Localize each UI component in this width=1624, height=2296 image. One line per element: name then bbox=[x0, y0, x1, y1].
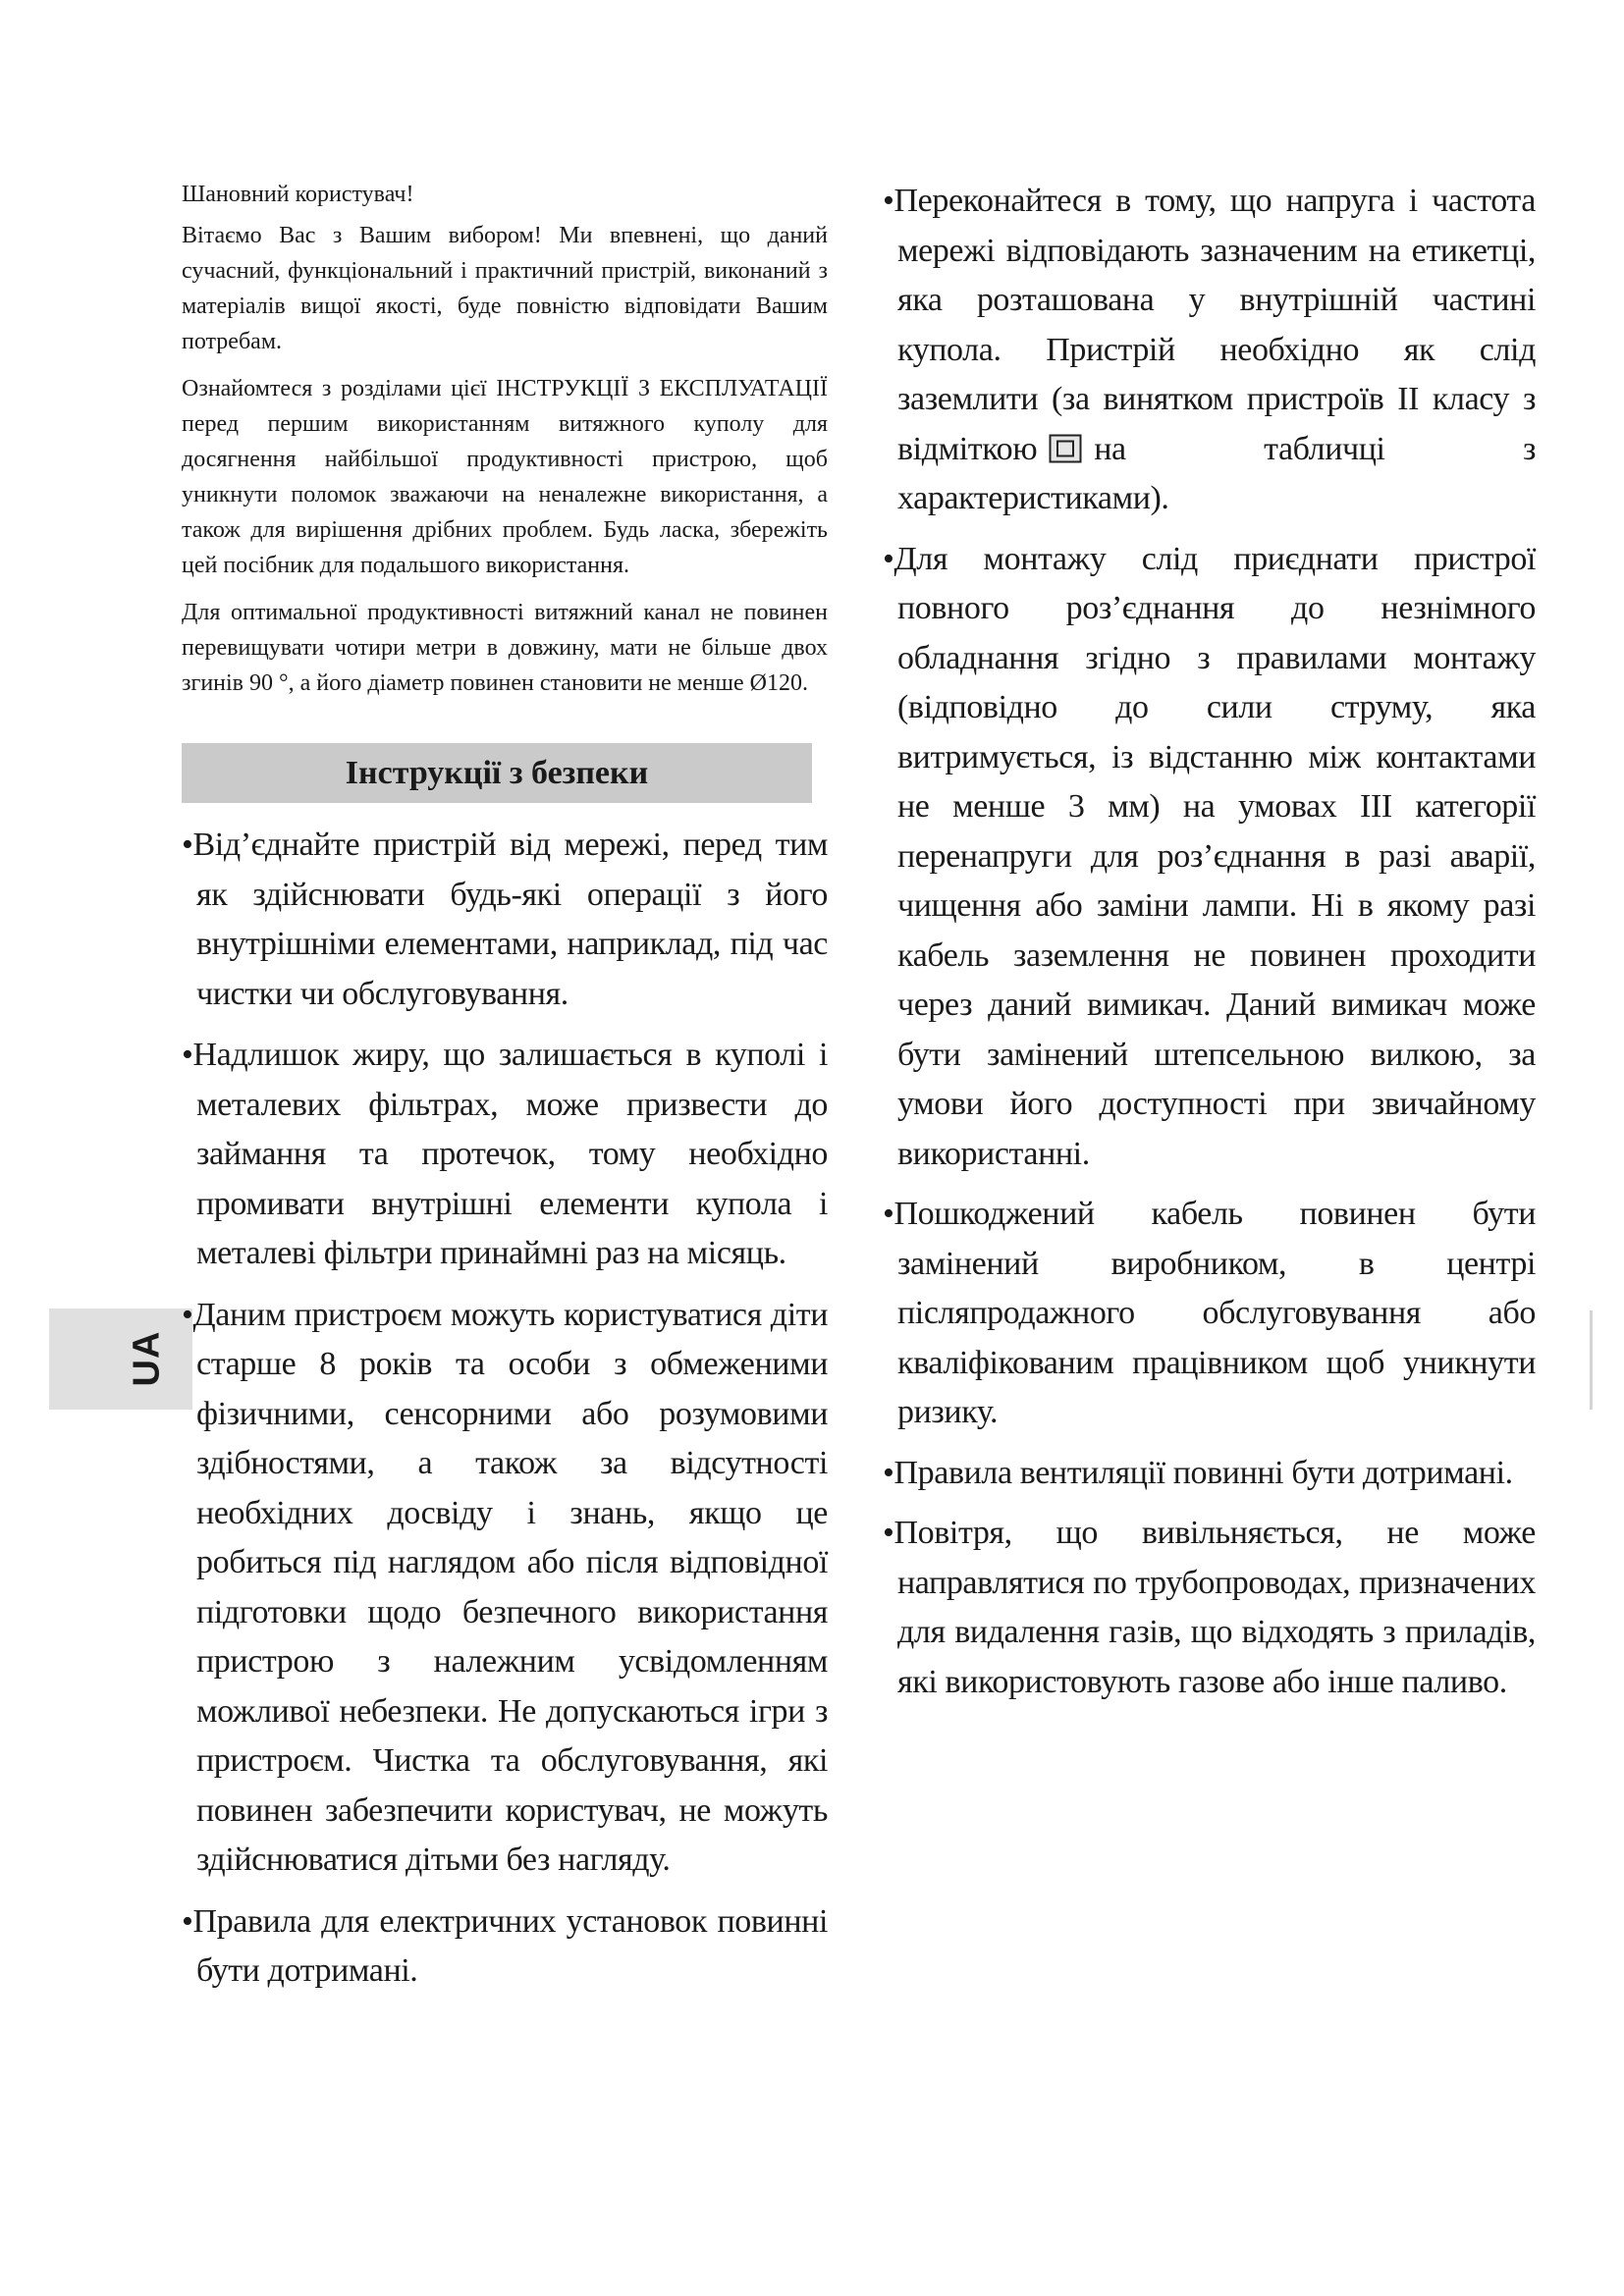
right-column bbox=[883, 177, 1536, 1718]
left-column bbox=[182, 177, 828, 2008]
safety-bullet: •Даним пристроєм можуть користуватися діти старше 8 років та особи з обмеженими фізичними, сенсорними або розумовими здібностями, а також за відсутності необхідних досвіду і знань, якщо це робиться під наглядом або після відповідної підготовки щодо безпечного використання пристрою з належним усвідомленням можливої небезпеки. Не допускаються ігри з пристроєм. Чистка та обслуговування, які повинен забезпечити користувач, не можуть здійснюватися дітьми без нагляду. bbox=[182, 1296, 828, 1878]
language-tab bbox=[49, 1308, 192, 1410]
intro-paragraph: Для оптимальної продуктивності витяжний канал не повинен перевищувати чотири метри в довжину, мати не більше двох згинів 90 °, а його діаметр повинен становити не менше Ø120. bbox=[182, 600, 828, 696]
safety-bullet: •Надлишок жиру, що залишається в куполі і металевих фільтрах, може призвести до займання та протечок, тому необхідно промивати внутрішні елементи купола і металеві фільтри принаймні раз на місяць. bbox=[182, 1037, 828, 1271]
safety-bullet: •Правила для електричних установок повинні бути дотримані. bbox=[182, 1902, 828, 1989]
safety-bullet-text: на табличці з характеристиками). bbox=[897, 430, 1536, 516]
safety-bullet-text: •Переконайтеся в тому, що напруга і частота мережі відповідають зазначеним на етикетці, яка розташована у внутрішній частині купола. Пристрій необхідно як слід заземлити (за винятком пристроїв II класу з відміткою bbox=[883, 183, 1536, 467]
class-ii-double-square-icon bbox=[1049, 434, 1082, 463]
page-edge-marker bbox=[1590, 1310, 1593, 1410]
safety-bullet: •Для монтажу слід приєднати пристрої повного роз’єднання до незнімного обладнання згідно з правилами монтажу (відповідно до сили струму, яка витримується, із відстанню між контактами не менше 3 мм) на умовах III категорії перенапруги для роз’єднання в разі аварії, чищення або заміни лампи. Ні в якому разі кабель заземлення не повинен проходити через даний вимикач. Даний вимикач може бути замінений штепсельною вилкою, за умови його доступності при звичайному використанні. bbox=[883, 540, 1536, 1172]
greeting: Шановний користувач! bbox=[182, 182, 414, 207]
intro-paragraph: Ознайомтеся з розділами цієї ІНСТРУКЦІЇ З ЕКСПЛУАТАЦІЇ перед першим використанням витяжного куполу для досягнення найбільшої продуктивності пристрою, щоб уникнути поломок зважаючи на неналежне використання, а також для вирішення дрібних проблем. Будь ласка, збережіть цей посібник для подальшого використання. bbox=[182, 376, 828, 578]
safety-bullet: •Правила вентиляції повинні бути дотримані. bbox=[883, 1454, 1513, 1491]
safety-bullet bbox=[883, 177, 1536, 524]
intro-section bbox=[182, 177, 828, 701]
section-header bbox=[182, 743, 812, 803]
intro-paragraph: Вітаємо Вас з Вашим вибором! Ми впевнені, що даний сучасний, функціональний і практичний пристрій, виконаний з матеріалів вищої якості, буде повністю відповідати Вашим потребам. bbox=[182, 223, 828, 354]
safety-bullet: •Пошкоджений кабель повинен бути замінений виробником, в центрі післяпродажного обслуговування або кваліфікованим працівником щоб уникнути ризику. bbox=[883, 1196, 1536, 1430]
language-tab-label: UA bbox=[126, 1330, 168, 1387]
section-title: Інструкції з безпеки bbox=[345, 754, 649, 791]
safety-bullet: •Від’єднайте пристрій від мережі, перед тим як здійснювати будь-які операції з його внутрішніми елементами, наприклад, під час чистки чи обслуговування. bbox=[182, 827, 828, 1012]
safety-bullet: •Повітря, що вивільняється, не може направлятися по трубопроводах, призначених для видалення газів, що відходять з приладів, які використовують газове або інше паливо. bbox=[883, 1515, 1536, 1700]
